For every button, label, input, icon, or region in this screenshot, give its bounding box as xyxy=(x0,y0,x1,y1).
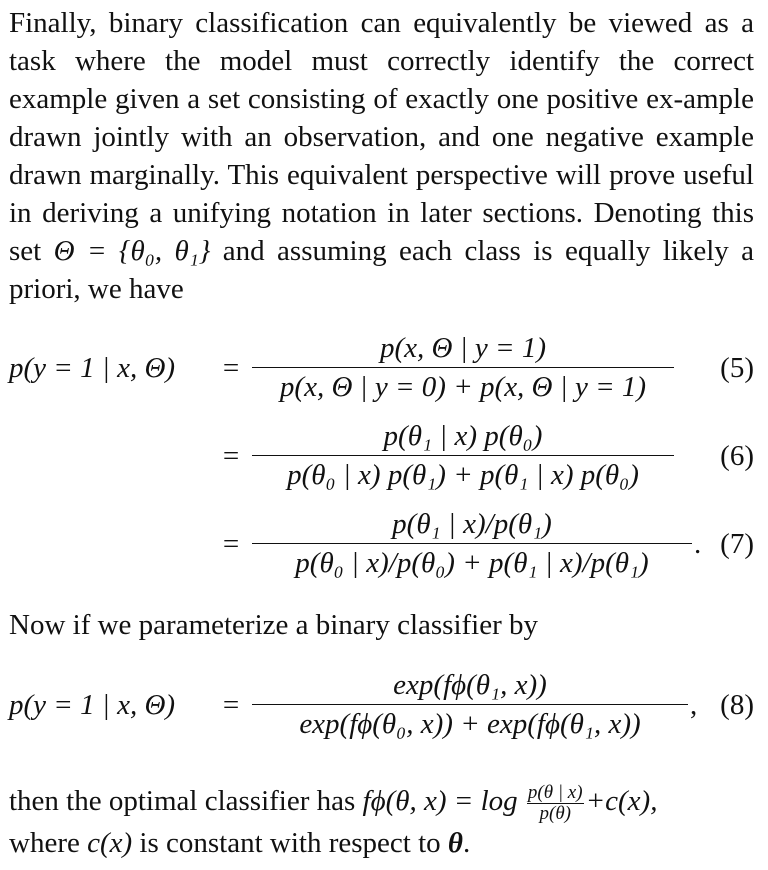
equation-8-number: (8) xyxy=(720,689,754,721)
paragraph-optimal-line-1 xyxy=(9,778,754,824)
paragraph-intro xyxy=(9,4,754,308)
equation-7-equals: = xyxy=(222,528,240,560)
equation-5-denominator: p(x, Θ | y = 0) + p(x, Θ | y = 1) xyxy=(279,371,647,403)
equation-6-denominator: p(θ₀ | x) p(θ₁) + p(θ₁ | x) p(θ₀) xyxy=(287,459,639,491)
equation-8 xyxy=(9,668,754,748)
equation-8-denominator: exp(fϕ(θ₀, x)) + exp(fϕ(θ₁, x)) xyxy=(299,708,641,740)
equation-8-equals: = xyxy=(222,689,240,721)
equation-8-lhs: p(y = 1 | x, Θ) xyxy=(9,689,176,721)
paragraph-intro-text-a: Finally, binary classification can equivalently be viewed as a task where the model must correctly identify the correct example given a set consisting of exactly one positive ex-ample drawn jointly with an observation, and one negative example drawn marginally. This equivalent perspective will prove useful in deriving a unifying notation in later sections. Denoting this set xyxy=(9,7,754,267)
density-ratio-numerator: p(θ | x) xyxy=(527,781,583,803)
equation-5-equals: = xyxy=(222,352,240,384)
paragraph-optimal xyxy=(9,778,754,862)
equation-7 xyxy=(9,507,754,587)
equation-7-fraction xyxy=(252,507,692,580)
equation-8-comma: , xyxy=(690,689,698,721)
set-expression: Θ = {θ₀, θ₁} xyxy=(53,235,211,267)
paragraph-parameterize xyxy=(9,606,754,644)
equation-5 xyxy=(9,331,754,411)
paragraph-optimal-text-c: is constant with respect to xyxy=(132,827,448,859)
equation-7-period: . xyxy=(694,528,702,560)
constant-term-expression: +c(x), xyxy=(585,785,658,817)
constant-function: c(x) xyxy=(87,827,133,859)
equation-7-numerator: p(θ₁ | x)/p(θ₁) xyxy=(392,508,552,540)
equation-5-lhs: p(y = 1 | x, Θ) xyxy=(9,352,176,384)
equation-5-numerator: p(x, Θ | y = 1) xyxy=(379,332,547,364)
equation-block-5-7 xyxy=(9,331,754,591)
equation-7-denominator: p(θ₀ | x)/p(θ₀) + p(θ₁ | x)/p(θ₁) xyxy=(295,547,649,579)
paragraph-optimal-text-d: . xyxy=(462,827,471,859)
equation-6 xyxy=(9,419,754,499)
paragraph-optimal-text-a: then the optimal classifier has xyxy=(9,785,363,817)
density-ratio-denominator: p(θ) xyxy=(539,802,571,824)
equation-8-fraction xyxy=(252,668,688,741)
equation-6-equals: = xyxy=(222,440,240,472)
density-ratio-fraction xyxy=(527,783,584,824)
optimal-classifier-expression: fϕ(θ, x) = log xyxy=(362,785,518,817)
paragraph-optimal-text-b: where xyxy=(9,827,88,859)
equation-6-number: (6) xyxy=(720,440,754,472)
equation-block-8 xyxy=(9,668,754,750)
equation-8-numerator: exp(fϕ(θ₁, x)) xyxy=(393,669,547,701)
paragraph-intro-text-b: and assuming each class is equally likely a priori, we have xyxy=(9,235,755,305)
theta-symbol: θ xyxy=(447,827,463,859)
equation-7-number: (7) xyxy=(720,528,754,560)
equation-6-fraction xyxy=(252,419,674,492)
equation-5-fraction xyxy=(252,331,674,404)
paragraph-parameterize-text: Now if we parameterize a binary classifier by xyxy=(9,609,539,641)
equation-5-number: (5) xyxy=(720,352,754,384)
equation-6-numerator: p(θ₁ | x) p(θ₀) xyxy=(383,420,543,452)
paragraph-optimal-line-2 xyxy=(9,824,754,862)
